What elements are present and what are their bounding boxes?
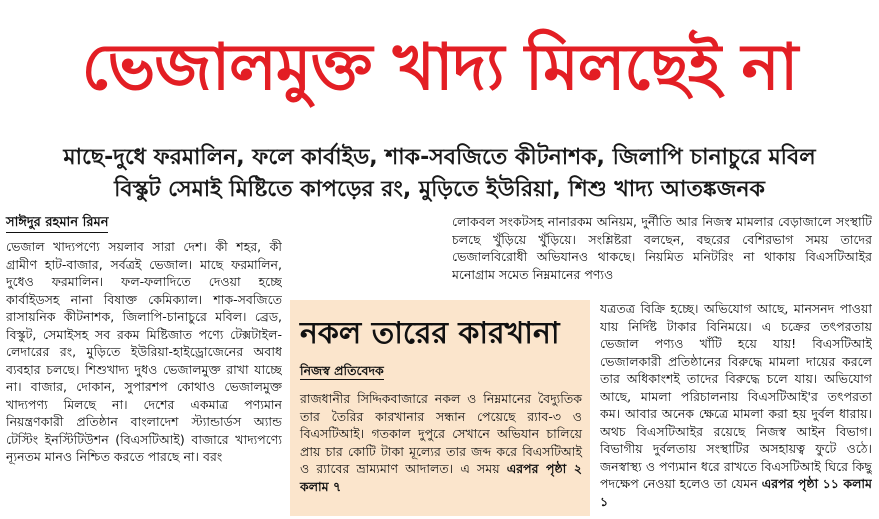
left-column-text: ভেজাল খাদ্যপণ্যে সয়লাব সারা দেশ। কী শহর, কী গ্রামীণ হাট-বাজার, সর্বত্রই ভেজাল। মাছে ফরমালিন, দুধেও ফরমালিন। ফল-ফলাদিতে দেওয়া হচ্ছে কার্বাইডসহ নানা বিষাক্ত কেমিক্যাল। শাক-সবজিতে রাসায়নিক কীটনাশক, জিলাপি-চানাচুরে মবিল। ব্রেড, বিস্কুট, সেমাইসহ সব রকম মিষ্টিজাত পণ্যে টেক্সটাইল-লেদারের রং, মুড়িতে ইউরিয়া-হাইড্রোজেনের অবাধ ব্যবহার চলছে। শিশুখাদ্য দুধও ভেজালমুক্ত রাখা যাচ্ছে না। বাজার, দোকান, সুপারশপ কোথাও ভেজালমুক্ত খাদ্যপণ্য মিলছে না। দেশের একমাত্র পণ্যমান নিয়ন্ত্রণকারী প্রতিষ্ঠান বাংলাদেশ স্ট্যান্ডার্ডস অ্যান্ড টেস্টিং ইনস্টিটিউশন (বিএসটিআই) বাজারে খাদ্যপণ্যে ন্যূনতম মানও নিশ্চিত করতে পারছে না। বরং xyxy=(6,239,282,464)
inset-story-title: নকল তারের কারখানা xyxy=(300,316,560,351)
right-column-text: যত্রতত্র বিক্রি হচ্ছে। অভিযোগ আছে, মানসনদ পাওয়া যায় নির্দিষ্ট টাকার বিনিময়ে। এ চক্রের তৎপরতায় ভেজাল পণ্যও খাঁটি হয়ে যায়! বিএসটিআই ভেজালকারী প্রতিষ্ঠানের বিরুদ্ধে মামলা দায়ের করলে তার অধিকাংশই তাদের বিরুদ্ধে চলে যায়। অভিযোগ আছে, মামলা পরিচালনায় বিএসটিআই'র তৎপরতা কম। আবার অনেক ক্ষেত্রে মামলা করা হয় দুর্বল ধারায়। অথচ বিএসটিআইর রয়েছে নিজস্ব আইন বিভাগ। বিভাগীয় দুর্বলতায় সংস্থাটির অসহায়ত্ব ফুটে ওঠে। জনস্বাস্থ্য ও পণ্যমান ধরে রাখতে বিএসটিআই ঘিরে কিছু পদক্ষেপ নেওয়া হলেও তা যেমন xyxy=(600,301,872,491)
inset-story-jump: এরপর পৃষ্ঠা ২ কলাম ৭ xyxy=(300,461,582,494)
right-top-text: লোকবল সংকটসহ নানারকম অনিয়ম, দুর্নীতি আর নিজস্ব মামলার বেড়াজালে সংস্থাটি চলছে খুঁড়িয়ে খুঁড়িয়ে। সংশ্লিষ্টরা বলছেন, বছরের বেশিরভাগ সময় তাদের ভেজালবিরোধী অভিযানও থাকছে। নিয়মিত মনিটরিং না থাকায় বিএসটিআইর মনোগ্রাম সমেত নিম্নমানের পণ্যও xyxy=(452,214,872,282)
right-column xyxy=(600,300,872,516)
main-headline: ভেজালমুক্ত খাদ্য মিলছেই না xyxy=(81,31,798,105)
inset-story-body: রাজধানীর সিদ্দিকবাজারে নকল ও নিম্নমানের বৈদ্যুতিক তার তৈরির কারখানার সন্ধান পেয়েছে র‌্যাব-৩ ও বিএসটিআই। গতকাল দুপুরে সেখানে অভিযান চালিয়ে প্রায় চার কোটি টাকা মূল্যের তার জব্দ করে বিএসটিআই ও র‌্যাবের ভ্রাম্যমাণ আদালত। এ সময় xyxy=(300,391,582,476)
right-top-column xyxy=(452,213,872,301)
article-byline: সাঈদুর রহমান রিমন xyxy=(6,214,108,233)
right-column-jump: এরপর পৃষ্ঠা ১১ কলাম ১ xyxy=(600,476,872,509)
left-column xyxy=(6,238,282,516)
inset-story-text xyxy=(300,390,582,495)
subheadline-line-2: বিস্কুট সেমাই মিষ্টিতে কাপড়ের রং, মুড়িতে ইউরিয়া, শিশু খাদ্য আতঙ্কজনক xyxy=(114,177,765,202)
inset-story-box xyxy=(290,300,590,516)
subheadline-line-1: মাছে-দুধে ফরমালিন, ফলে কার্বাইড, শাক-সবজিতে কীটনাশক, জিলাপি চানাচুরে মবিল xyxy=(63,145,816,170)
inset-story-byline: নিজস্ব প্রতিবেদক xyxy=(300,363,384,378)
